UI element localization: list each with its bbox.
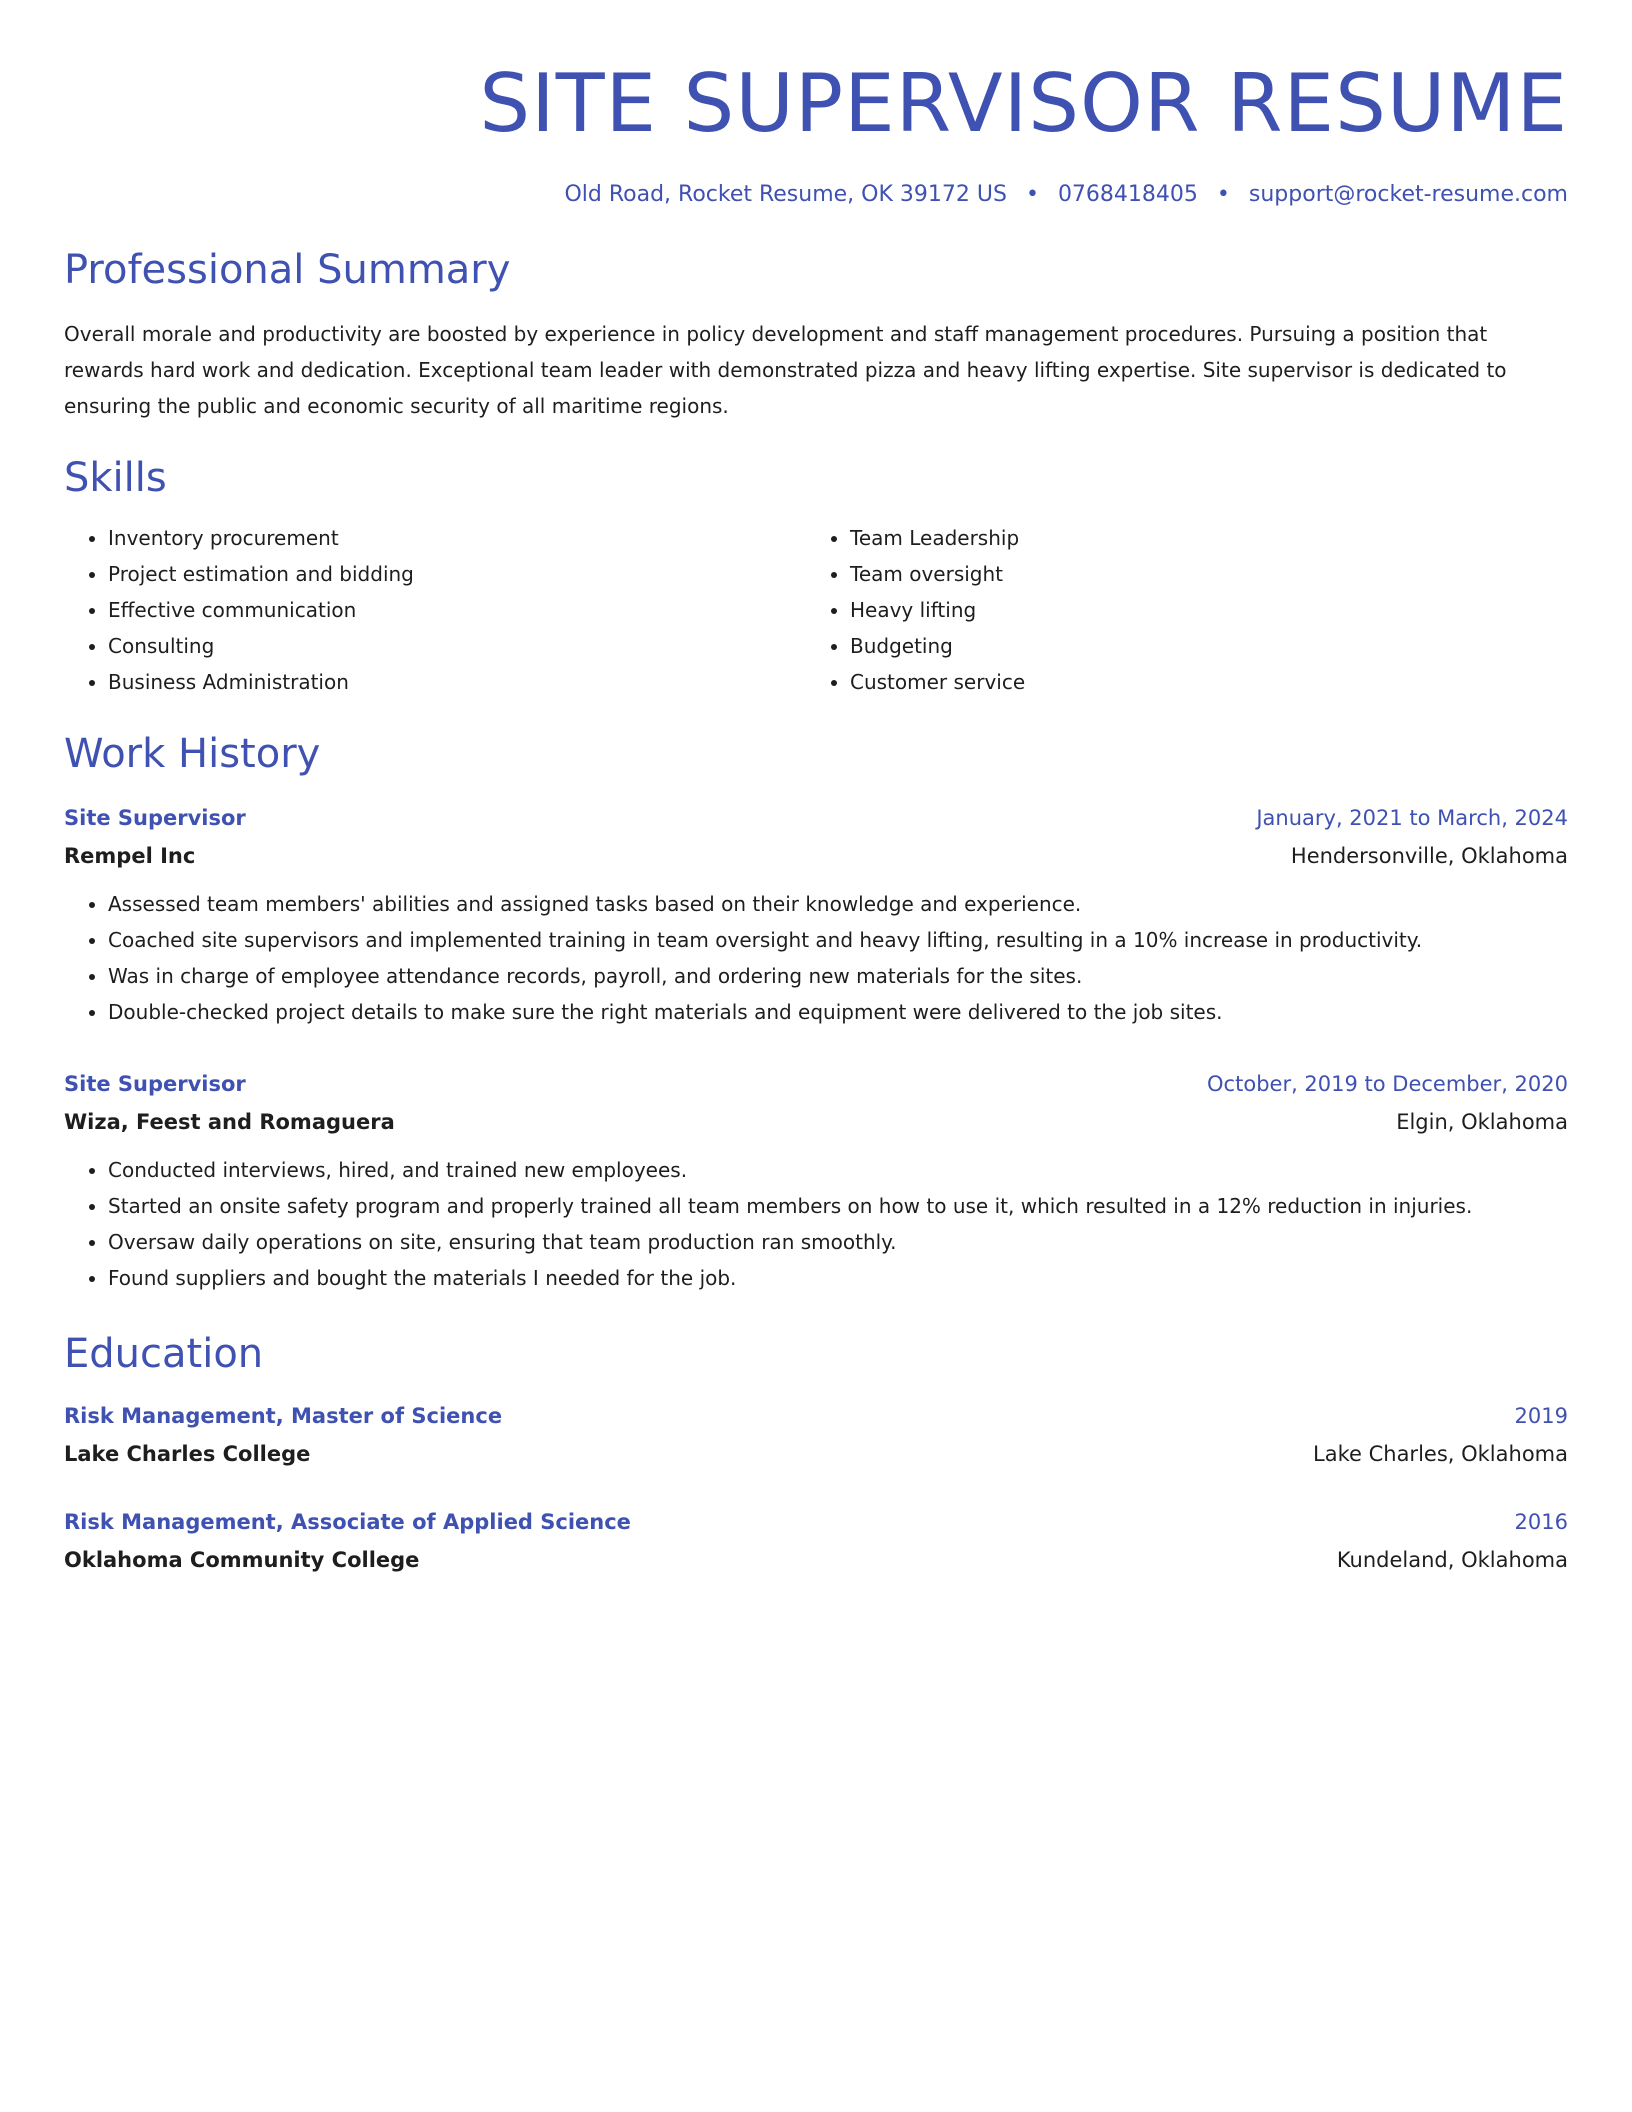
resume-title: SITE SUPERVISOR RESUME: [479, 57, 1568, 150]
skill-item: • Business Administration: [108, 664, 806, 700]
skill-item: • Team oversight: [850, 556, 1530, 592]
job-dates: January, 2021 to March, 2024: [1256, 806, 1568, 830]
contact-line: [64, 180, 1568, 210]
resume-page: [64, 0, 1568, 1580]
job-bullet: • Double-checked project details to make sure the right materials and equipment were delivered to the job sites.: [108, 994, 1568, 1030]
education-location: Kundeland, Oklahoma: [1336, 1548, 1568, 1572]
education-year: 2019: [1514, 1404, 1568, 1428]
education-school: Lake Charles College: [64, 1442, 311, 1466]
education-entry: [64, 1504, 1568, 1580]
job-bullet: • Was in charge of employee attendance records, payroll, and ordering new materials for the sites.: [108, 958, 1568, 994]
job-company: Rempel Inc: [64, 844, 196, 868]
job-bullet: • Conducted interviews, hired, and trained new employees.: [108, 1152, 1568, 1188]
work-entry: [64, 1066, 1568, 1296]
contact-address: Old Road, Rocket Resume, OK 39172 US: [564, 182, 1007, 207]
education-degree: Risk Management, Master of Science: [64, 1404, 503, 1428]
skills-column-left: [64, 520, 806, 700]
resume-header: [64, 56, 1568, 210]
work-entry-subheader: [64, 1102, 1568, 1142]
section-title-education: Education: [64, 1331, 264, 1377]
contact-phone: 0768418405: [1057, 182, 1198, 207]
summary-text: Overall morale and productivity are boosted by experience in policy development and staff management procedures. Pursuing a position that rewards hard work and dedication. Exceptional team leader with demonstrated pizza and heavy lifting expertise. Site supervisor is dedicated to ensuring the public and economic security of all maritime regions.: [64, 322, 1507, 418]
contact-separator: •: [1216, 182, 1230, 207]
job-bullet: • Oversaw daily operations on site, ensuring that team production ran smoothly.: [108, 1224, 1568, 1260]
skills-list: [64, 520, 1568, 700]
education-entry-subheader: [64, 1434, 1568, 1474]
skill-item: • Inventory procurement: [108, 520, 806, 556]
skill-item: • Heavy lifting: [850, 592, 1530, 628]
job-role: Site Supervisor: [64, 1072, 246, 1096]
work-entry-header: [64, 800, 1568, 836]
skill-item: • Effective communication: [108, 592, 806, 628]
job-company: Wiza, Feest and Romaguera: [64, 1110, 395, 1134]
job-bullet: • Started an onsite safety program and properly trained all team members on how to use it, which resulted in a 12% reduction in injuries.: [108, 1188, 1568, 1224]
skills-column-right: [806, 520, 1530, 700]
job-dates: October, 2019 to December, 2020: [1207, 1072, 1568, 1096]
education-school: Oklahoma Community College: [64, 1548, 420, 1572]
work-entry-subheader: [64, 836, 1568, 876]
skill-item: • Project estimation and bidding: [108, 556, 806, 592]
job-location: Elgin, Oklahoma: [1396, 1110, 1568, 1134]
education-entry-subheader: [64, 1540, 1568, 1580]
skill-item: • Customer service: [850, 664, 1530, 700]
contact-separator: •: [1025, 182, 1039, 207]
skill-item: • Budgeting: [850, 628, 1530, 664]
job-bullet: • Found suppliers and bought the materials I needed for the job.: [108, 1260, 1568, 1296]
job-role: Site Supervisor: [64, 806, 246, 830]
section-title-work-history: Work History: [64, 731, 321, 777]
skill-item: • Team Leadership: [850, 520, 1530, 556]
education-entry-header: [64, 1398, 1568, 1434]
education-degree: Risk Management, Associate of Applied Science: [64, 1510, 631, 1534]
work-entry: [64, 800, 1568, 1030]
section-title-skills: Skills: [64, 455, 167, 501]
section-title-summary: Professional Summary: [64, 247, 511, 293]
education-year: 2016: [1514, 1510, 1568, 1534]
education-location: Lake Charles, Oklahoma: [1313, 1442, 1568, 1466]
skill-item: • Consulting: [108, 628, 806, 664]
job-location: Hendersonville, Oklahoma: [1290, 844, 1568, 868]
education-entry-header: [64, 1504, 1568, 1540]
job-bullets: [64, 1152, 1568, 1296]
education-entry: [64, 1398, 1568, 1474]
job-bullet: • Assessed team members' abilities and assigned tasks based on their knowledge and experience.: [108, 886, 1568, 922]
work-entry-header: [64, 1066, 1568, 1102]
job-bullets: [64, 886, 1568, 1030]
job-bullet: • Coached site supervisors and implemented training in team oversight and heavy lifting, resulting in a 10% increase in productivity.: [108, 922, 1568, 958]
contact-email: support@rocket-resume.com: [1248, 182, 1568, 207]
